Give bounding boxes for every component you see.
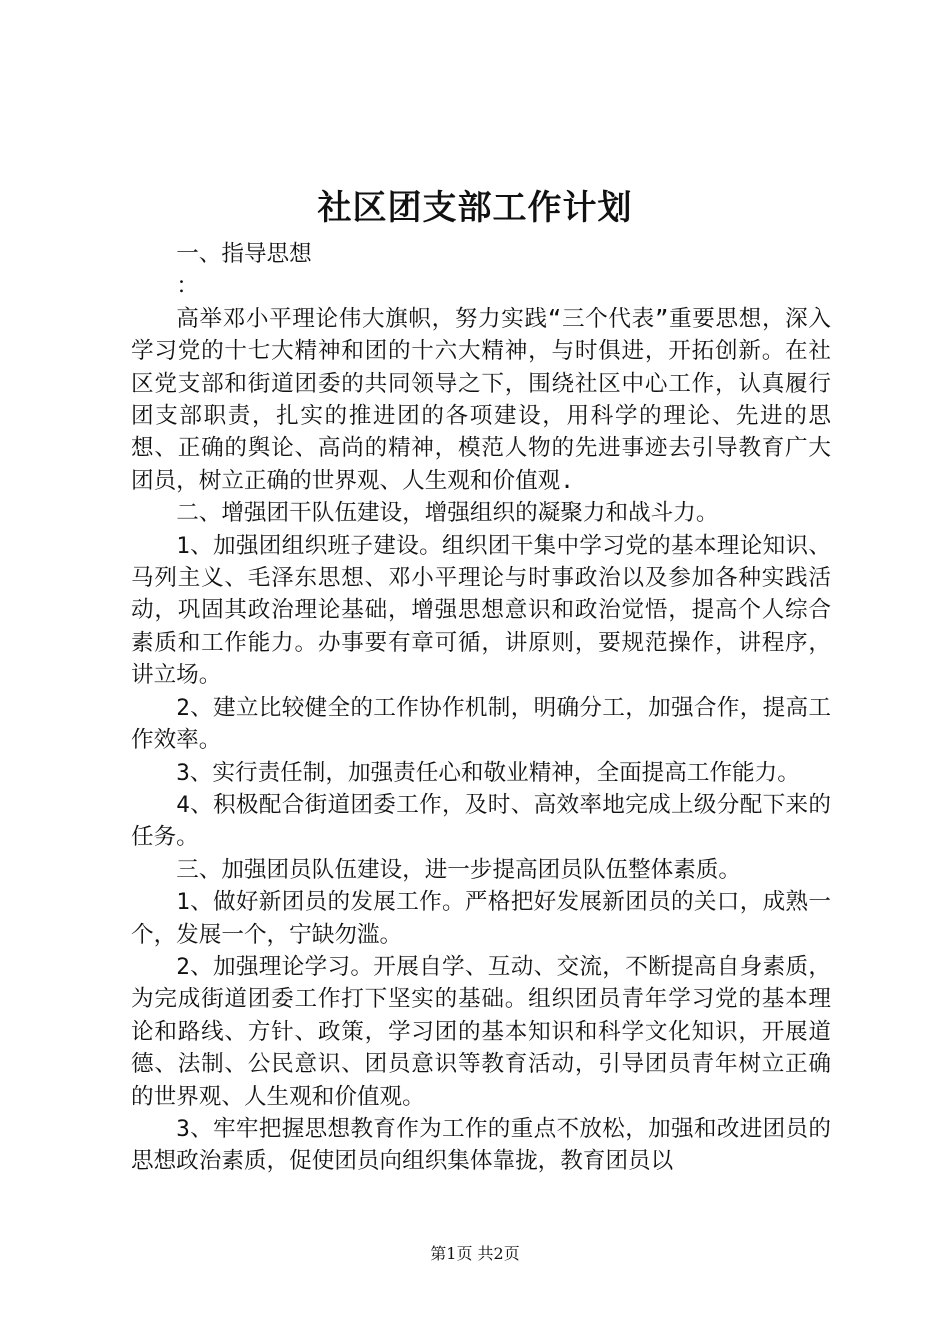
colon-line: ： — [176, 273, 199, 300]
section-heading-member-team: 三、加强团员队伍建设，进一步提高团员队伍整体素质。 — [176, 856, 742, 883]
paragraph-member-item-2: 2、加强理论学习。开展自学、互动、交流，不断提高自身素质，为完成街道团委工作打下坚实的基础。组织团员青年学习党的基本理论和路线、方针、政策，学习团的基本知识和科学文化知识，开展道德、法制、公民意识、团员意识等教育活动，引导团员青年树立正确的世界观、人生观和价值观。 — [131, 953, 831, 1110]
page-footer: 第1页 共2页 — [430, 1244, 520, 1263]
paragraph-item-1: 1、加强团组织班子建设。组织团干集中学习党的基本理论知识、马列主义、毛泽东思想、邓小平理论与时事政治以及参加各种实践活动，巩固其政治理论基础，增强思想意识和政治觉悟，提高个人综合素质和工作能力。办事要有章可循，讲原则，要规范操作，讲程序，讲立场。 — [131, 532, 831, 689]
section-heading-guiding-ideology: 一、指导思想 — [176, 241, 312, 267]
section-heading-cadre-team: 二、增强团干队伍建设，增强组织的凝聚力和战斗力。 — [176, 500, 719, 527]
document-body — [131, 238, 831, 1178]
paragraph-item-3: 3、实行责任制，加强责任心和敬业精神，全面提高工作能力。 — [176, 759, 800, 786]
document-title: 社区团支部工作计划 — [317, 188, 633, 228]
paragraph-item-2: 2、建立比较健全的工作协作机制，明确分工，加强合作，提高工作效率。 — [131, 694, 831, 754]
paragraph-member-item-1: 1、做好新团员的发展工作。严格把好发展新团员的关口，成熟一个，发展一个，宁缺勿滥。 — [131, 889, 831, 948]
paragraph-member-item-3: 3、牢牢把握思想教育作为工作的重点不放松，加强和改进团员的思想政治素质，促使团员向组织集体靠拢，教育团员以 — [131, 1115, 831, 1175]
paragraph-item-4: 4、积极配合街道团委工作，及时、高效率地完成上级分配下来的任务。 — [131, 791, 831, 851]
paragraph-guiding-ideology: 高举邓小平理论伟大旗帜，努力实践“三个代表”重要思想，深入学习党的十七大精神和团的十六大精神，与时俱进，开拓创新。在社区党支部和街道团委的共同领导之下，围绕社区中心工作，认真履行团支部职责，扎实的推进团的各项建设，用科学的理论、先进的思想、正确的舆论、高尚的精神，模范人物的先进事迹去引导教育广大团员，树立正确的世界观、人生观和价值观. — [131, 305, 831, 494]
